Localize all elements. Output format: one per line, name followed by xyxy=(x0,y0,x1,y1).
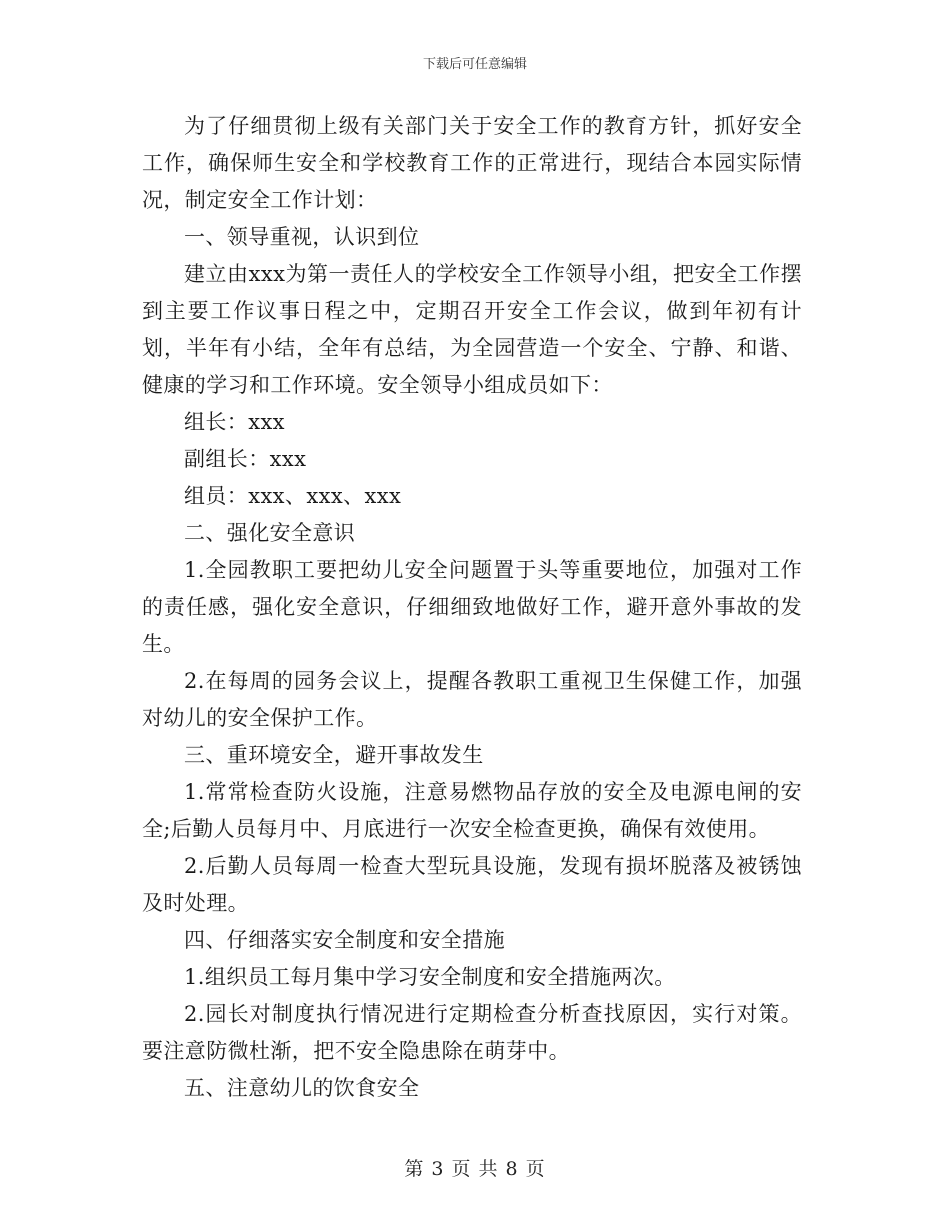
paragraph: 1.组织员工每月集中学习安全制度和安全措施两次。 xyxy=(184,965,676,989)
paragraph-intro: 为了仔细贯彻上级有关部门关于安全工作的教育方针，抓好安全工作，确保师生安全和学校教育工作的正常进行，现结合本园实际情况，制定安全工作计划： xyxy=(142,114,802,212)
member-leader: 组长：xxx xyxy=(184,410,285,434)
section-heading-4: 四、仔细落实安全制度和安全措施 xyxy=(184,928,505,952)
paragraph: 1.全园教职工要把幼儿安全问题置于头等重要地位，加强对工作的责任感，强化安全意识，仔细细致地做好工作，避开意外事故的发生。 xyxy=(142,558,802,656)
section-heading-1: 一、领导重视，认识到位 xyxy=(184,225,420,249)
paragraph: 1.常常检查防火设施，注意易燃物品存放的安全及电源电闸的安全;后勤人员每月中、月底进行一次安全检查更换，确保有效使用。 xyxy=(142,780,802,841)
section-heading-5: 五、注意幼儿的饮食安全 xyxy=(184,1076,420,1100)
paragraph: 2.园长对制度执行情况进行定期检查分析查找原因，实行对策。要注意防微杜渐，把不安全隐患除在萌芽中。 xyxy=(142,1002,802,1063)
member-deputy: 副组长：xxx xyxy=(184,447,307,471)
paragraph: 2.后勤人员每周一检查大型玩具设施，发现有损坏脱落及被锈蚀及时处理。 xyxy=(142,854,802,915)
paragraph: 2.在每周的园务会议上，提醒各教职工重视卫生保健工作，加强对幼儿的安全保护工作。 xyxy=(142,669,802,730)
paragraph: 建立由xxx为第一责任人的学校安全工作领导小组，把安全工作摆到主要工作议事日程之中，定期召开安全工作会议，做到年初有计划，半年有小结，全年有总结，为全园营造一个安全、宁静、和谐、健康的学习和工作环境。安全领导小组成员如下： xyxy=(142,262,802,397)
member-members: 组员：xxx、xxx、xxx xyxy=(184,484,402,508)
document-body xyxy=(142,108,802,1107)
page-header: 下载后可任意编辑 xyxy=(422,57,527,72)
section-heading-3: 三、重环境安全，避开事故发生 xyxy=(184,743,484,767)
section-heading-2: 二、强化安全意识 xyxy=(184,521,356,545)
page-footer: 第 3 页 共 8 页 xyxy=(404,1158,546,1180)
